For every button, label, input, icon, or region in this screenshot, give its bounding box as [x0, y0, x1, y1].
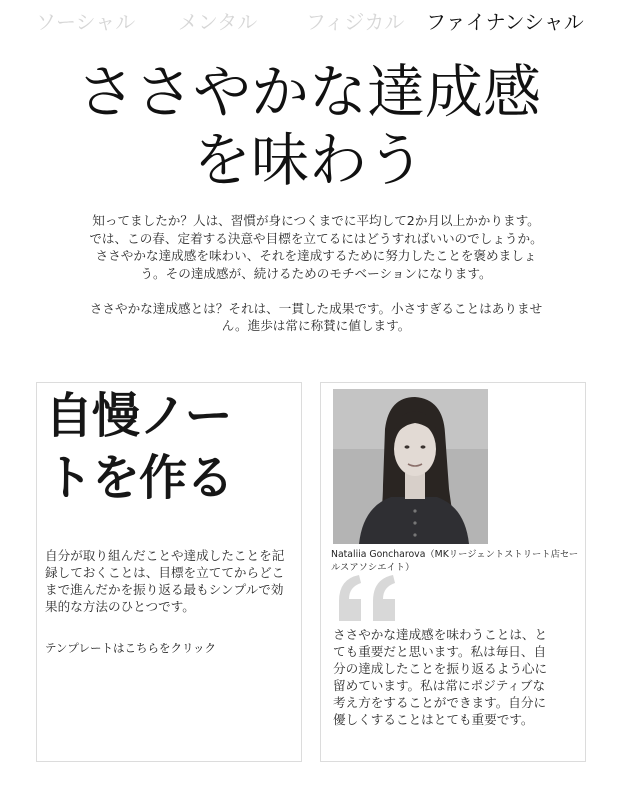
portrait-photo: [333, 389, 488, 544]
testimonial-card: [320, 382, 586, 762]
card-heading-line1: 自慢ノー: [45, 388, 232, 444]
tab-social[interactable]: ソーシャル: [36, 10, 136, 34]
testimonial-quote: ささやかな達成感を味わうことは、とても重要だと思います。私は毎日、自分の達成したことを振り返るよう心に留めています。私は常にポジティブな考え方をすることができます。自分に優しくすることはとても重要です。: [333, 627, 548, 727]
tab-physical[interactable]: フィジカル: [306, 10, 405, 34]
page-title-line1: ささやかな達成感: [76, 58, 541, 126]
intro-paragraph-1: 知ってましたか？人は、習慣が身につくまでに平均して2か月以上かかります。では、この春、定着する決意や目標を立てるにはどうすればいいのでしょうか。ささやかな達成感を味わい、それを達成するために努力したことを褒めましょう。その達成感が、続けるためのモチベーションになります。: [89, 213, 543, 281]
card-heading-line2: トを作る: [45, 450, 234, 506]
page-title-line2: を味わう: [192, 126, 425, 194]
intro-paragraph-2: ささやかな達成感とは？それは、一貫した成果です。小さすぎることはありません。進歩は常に称賛に値します。: [89, 300, 543, 333]
portrait-image: [333, 389, 488, 544]
page-title: [0, 58, 618, 194]
category-tabs: [0, 8, 618, 36]
quote-mark-icon: [335, 573, 405, 623]
intro-text: [86, 212, 546, 335]
template-link[interactable]: テンプレートはこちらをクリック: [45, 641, 217, 655]
tab-mental[interactable]: メンタル: [178, 10, 258, 34]
card-heading: [45, 385, 295, 509]
brag-notebook-card: [36, 382, 302, 762]
photo-caption: Nataliia Goncharova（MKリージェントストリート店セールスアソシエイト）: [331, 549, 579, 573]
tab-financial[interactable]: ファイナンシャル: [426, 10, 584, 34]
card-body-text: 自分が取り組んだことや達成したことを記録しておくことは、目標を立ててからどこまで進んだかを振り返る最もシンプルで効果的な方法のひとつです。: [45, 548, 285, 614]
